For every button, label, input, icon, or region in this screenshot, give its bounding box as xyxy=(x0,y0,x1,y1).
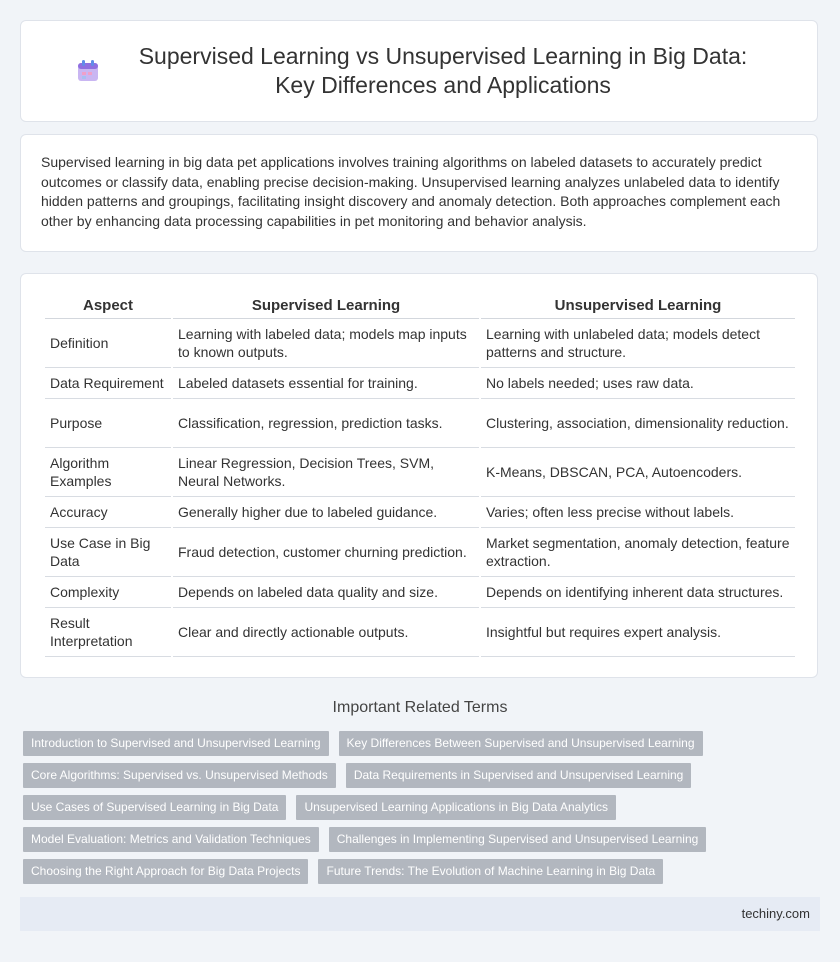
table-row xyxy=(45,399,795,448)
supervised-cell: Labeled datasets essential for training. xyxy=(173,368,479,399)
unsupervised-cell: Clustering, association, dimensionality reduction. xyxy=(481,399,795,448)
table-row xyxy=(45,528,795,577)
table-row xyxy=(45,497,795,528)
related-term-tag[interactable]: Use Cases of Supervised Learning in Big Data xyxy=(23,795,286,820)
table-header-row xyxy=(45,294,795,319)
header-card xyxy=(20,20,818,122)
calendar-icon xyxy=(75,58,101,84)
supervised-cell: Linear Regression, Decision Trees, SVM, Neural Networks. xyxy=(173,448,479,497)
related-term-tag[interactable]: Data Requirements in Supervised and Unsupervised Learning xyxy=(346,763,692,788)
supervised-cell: Learning with labeled data; models map inputs to known outputs. xyxy=(173,319,479,368)
unsupervised-cell: Depends on identifying inherent data structures. xyxy=(481,577,795,608)
supervised-cell: Generally higher due to labeled guidance. xyxy=(173,497,479,528)
table-row xyxy=(45,577,795,608)
unsupervised-cell: Insightful but requires expert analysis. xyxy=(481,608,795,657)
intro-card xyxy=(20,134,818,252)
unsupervised-cell: Market segmentation, anomaly detection, feature extraction. xyxy=(481,528,795,577)
aspect-cell: Complexity xyxy=(45,577,171,608)
footer xyxy=(20,897,820,931)
table-row xyxy=(45,448,795,497)
related-term-tag[interactable]: Challenges in Implementing Supervised and Unsupervised Learning xyxy=(329,827,707,852)
table-row xyxy=(45,319,795,368)
aspect-cell: Algorithm Examples xyxy=(45,448,171,497)
related-term-tag[interactable]: Key Differences Between Supervised and Unsupervised Learning xyxy=(339,731,703,756)
unsupervised-cell: K-Means, DBSCAN, PCA, Autoencoders. xyxy=(481,448,795,497)
related-terms-list xyxy=(23,731,813,891)
aspect-cell: Data Requirement xyxy=(45,368,171,399)
supervised-cell: Depends on labeled data quality and size. xyxy=(173,577,479,608)
related-term-tag[interactable]: Model Evaluation: Metrics and Validation Techniques xyxy=(23,827,319,852)
intro-text: Supervised learning in big data pet applications involves training algorithms on labeled datasets to accurately predict outcomes or classify data, enabling precise decision-making. Unsupervised learning analyzes unlabeled data to identify hidden patterns and groupings, facilitating insight discovery and anomaly detection. Both approaches complement each other by enhancing data processing capabilities in pet monitoring and behavior analysis. xyxy=(41,154,781,229)
aspect-cell: Use Case in Big Data xyxy=(45,528,171,577)
column-header-unsupervised: Unsupervised Learning xyxy=(481,294,795,319)
related-term-tag[interactable]: Choosing the Right Approach for Big Data Projects xyxy=(23,859,308,884)
aspect-cell: Result Interpretation xyxy=(45,608,171,657)
comparison-table xyxy=(43,294,797,657)
unsupervised-cell: Learning with unlabeled data; models detect patterns and structure. xyxy=(481,319,795,368)
page-title: Supervised Learning vs Unsupervised Learning in Big Data: Key Differences and Applications xyxy=(138,43,748,98)
column-header-aspect: Aspect xyxy=(45,294,171,319)
supervised-cell: Clear and directly actionable outputs. xyxy=(173,608,479,657)
aspect-cell: Purpose xyxy=(45,399,171,448)
aspect-cell: Accuracy xyxy=(45,497,171,528)
comparison-table-card xyxy=(20,273,818,678)
supervised-cell: Fraud detection, customer churning prediction. xyxy=(173,528,479,577)
table-row xyxy=(45,608,795,657)
footer-site-link[interactable]: techiny.com xyxy=(741,906,810,921)
aspect-cell: Definition xyxy=(45,319,171,368)
unsupervised-cell: No labels needed; uses raw data. xyxy=(481,368,795,399)
related-term-tag[interactable]: Introduction to Supervised and Unsupervised Learning xyxy=(23,731,329,756)
column-header-supervised: Supervised Learning xyxy=(173,294,479,319)
related-terms-heading: Important Related Terms xyxy=(332,699,508,716)
table-row xyxy=(45,368,795,399)
related-term-tag[interactable]: Unsupervised Learning Applications in Big Data Analytics xyxy=(296,795,616,820)
related-term-tag[interactable]: Core Algorithms: Supervised vs. Unsupervised Methods xyxy=(23,763,336,788)
related-term-tag[interactable]: Future Trends: The Evolution of Machine Learning in Big Data xyxy=(318,859,663,884)
unsupervised-cell: Varies; often less precise without labels. xyxy=(481,497,795,528)
supervised-cell: Classification, regression, prediction tasks. xyxy=(173,399,479,448)
